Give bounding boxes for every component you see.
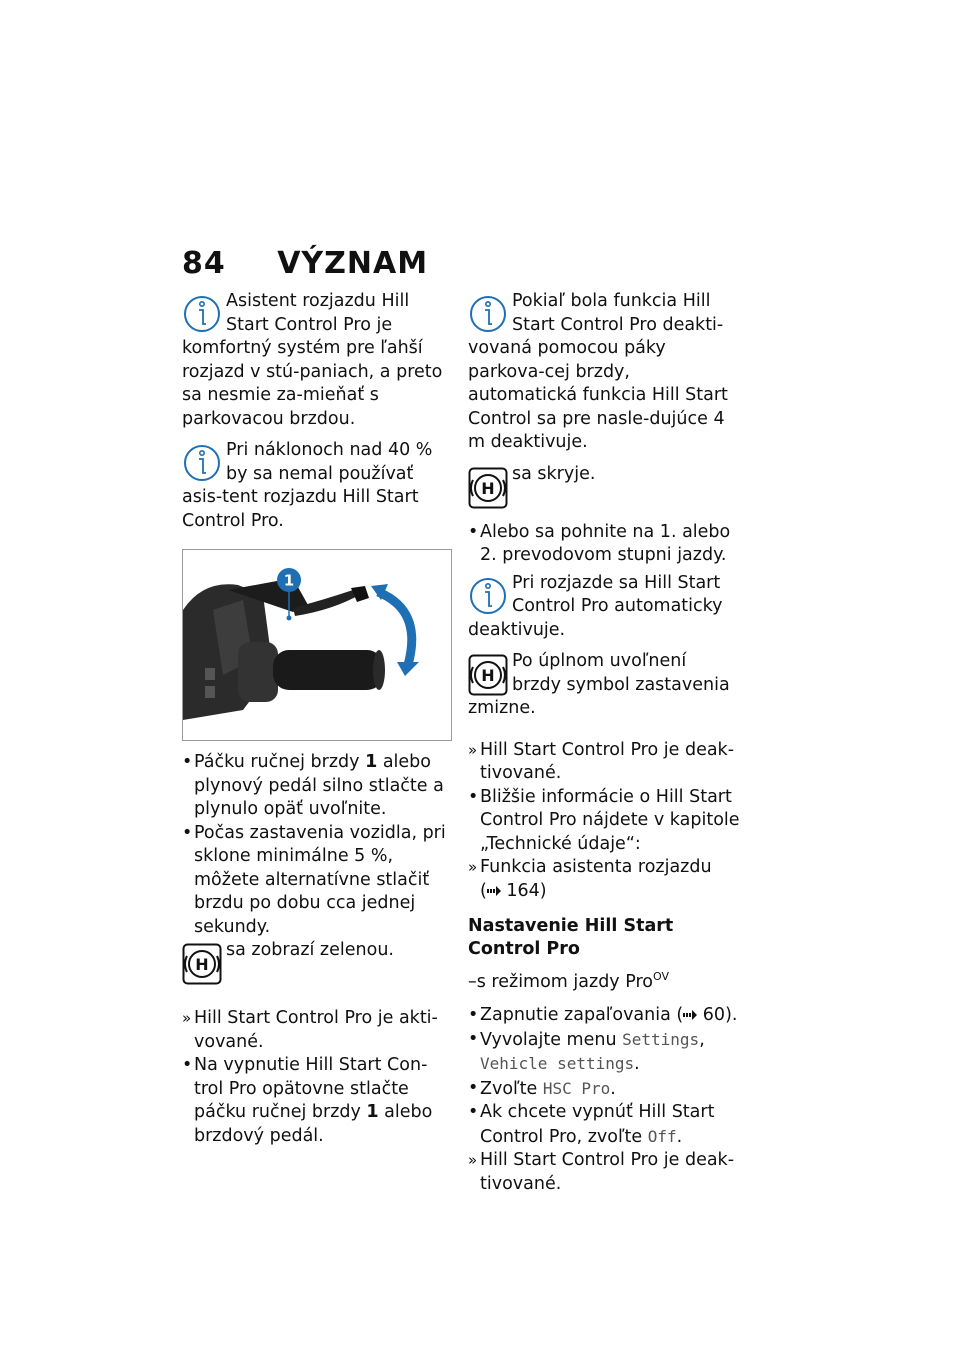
list-item: [468, 521, 740, 568]
list-item: [468, 786, 740, 857]
page-number: 84: [182, 246, 226, 281]
symbol-note: [468, 650, 740, 721]
hill-hold-icon: [468, 467, 508, 509]
result-text: Hill Start Control Pro je akti-vované.: [194, 1008, 438, 1052]
hill-hold-icon: [468, 654, 508, 696]
info-icon: [182, 292, 222, 336]
option-superscript: OV: [652, 970, 669, 983]
bullet-text: Vyvolajte menu: [480, 1029, 623, 1050]
list-item: [182, 1054, 454, 1148]
info-icon: [182, 441, 222, 485]
handlebar-figure: [182, 549, 452, 741]
page-ref-arrow-icon: [683, 1009, 697, 1021]
symbol-text: sa skryje.: [512, 463, 596, 484]
bullet-text: Zvoľte: [480, 1078, 543, 1099]
result-item: » Funkcia asistenta rozjazdu ( 164): [468, 856, 740, 903]
bullet-text: Alebo sa pohnite na 1. alebo 2. prevodovom stupni jazdy.: [480, 521, 731, 565]
result-text: Hill Start Control Pro je deak-tivované.: [480, 1150, 735, 1194]
list-item: • Ak chcete vypnúť Hill Start Control Pro, zvoľte Off.: [468, 1101, 740, 1149]
list-item: [182, 822, 454, 940]
list-item: [468, 1004, 740, 1028]
result-item: [468, 739, 740, 786]
bullet-text: Ak chcete vypnúť Hill Start Control Pro, zvoľte: [480, 1102, 715, 1147]
ref-number: 1: [366, 1102, 379, 1122]
note-text: Pri náklonoch nad 40 % by sa nemal používať asis-tent rozjazdu Hill Start Control Pro.: [182, 440, 433, 531]
bullet-text: alebo plynový pedál silno stlačte a plynulo opäť uvoľnite.: [194, 752, 444, 819]
menu-name: Vehicle settings: [480, 1054, 635, 1074]
list-item: [182, 751, 454, 822]
result-item: [182, 1007, 454, 1054]
page-title: VÝZNAM: [277, 246, 429, 281]
bullet-text: Zapnutie zapaľovania (: [480, 1005, 684, 1026]
bullet-text: Počas zastavenia vozidla, pri sklone minimálne 5 %, môžete alternatívne stlačiť brzdu po dobu cca jednej sekundy.: [194, 822, 446, 937]
symbol-note: [468, 463, 740, 513]
menu-name: HSC Pro: [542, 1078, 611, 1098]
result-text: Funkcia asistenta rozjazdu: [480, 857, 712, 877]
figure-callout-1: 1: [283, 571, 295, 590]
result-item: [468, 1149, 740, 1196]
bullet-text: Páčku ručnej brzdy: [194, 752, 366, 772]
page-header: [182, 246, 428, 281]
left-column: [182, 290, 454, 1148]
note-text: Pri rozjazde sa Hill Start Control Pro automaticky deaktivuje.: [468, 572, 723, 640]
ref-number: 1: [365, 752, 378, 772]
list-item: • Zvoľte HSC Pro.: [468, 1077, 740, 1102]
symbol-note: [182, 939, 454, 989]
menu-name: Off: [647, 1126, 677, 1146]
info-note: [468, 572, 740, 643]
handlebar-illustration: [183, 550, 451, 740]
section-heading: Nastavenie Hill Start Control Pro: [468, 916, 674, 959]
mode-text: –s režimom jazdy Pro: [468, 971, 653, 992]
page-ref-arrow-icon: [487, 885, 501, 897]
info-icon: [468, 292, 508, 336]
note-text: Pokiaľ bola funkcia Hill Start Control Pro deakti-vovaná pomocou páky parkova-cej brzdy, automatická funkcia Hill Start Control sa pre nasle-dujúce 4 m deaktivuje.: [468, 291, 728, 452]
info-icon: [468, 574, 508, 618]
result-text: Hill Start Control Pro je deak-tivované.: [480, 739, 735, 783]
list-item: • Vyvolajte menu Settings, Vehicle settings.: [468, 1028, 740, 1077]
right-column: [468, 290, 740, 1196]
symbol-text: Po úplnom uvoľnení brzdy symbol zastavenia zmizne.: [468, 651, 730, 718]
info-note: [182, 439, 454, 533]
bullet-text: Bližšie informácie o Hill Start Control Pro nájdete v kapitole „Technické údaje“:: [480, 786, 740, 854]
info-note: [182, 290, 454, 431]
mode-requirement: [468, 965, 740, 994]
page-ref[interactable]: 164): [506, 880, 547, 901]
hill-hold-icon: [182, 943, 222, 985]
menu-name: Settings: [622, 1029, 700, 1049]
page-ref[interactable]: 60).: [702, 1005, 738, 1026]
note-text: Asistent rozjazdu Hill Start Control Pro je komfortný systém pre ľahší rozjazd v stú-paniach, a preto sa nesmie za-mieňať s parkovacou brzdou.: [182, 291, 443, 429]
bullet-text: alebo brzdový pedál.: [194, 1102, 433, 1146]
symbol-text: sa zobrazí zelenou.: [226, 940, 394, 960]
info-note: [468, 290, 740, 455]
bullet-text: Na vypnutie Hill Start Con-trol Pro opätovne stlačte páčku ručnej brzdy: [194, 1055, 428, 1122]
